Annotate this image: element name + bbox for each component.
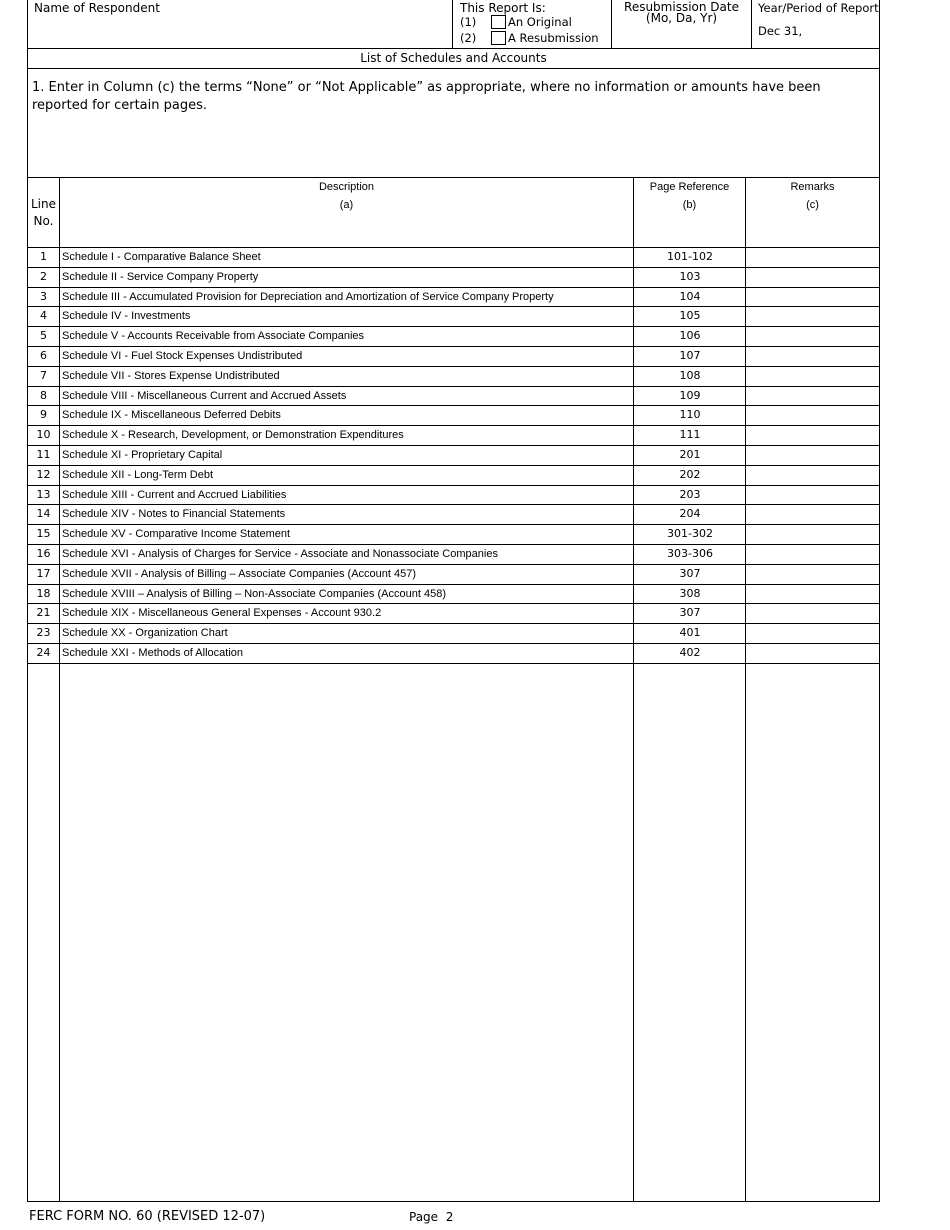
page-reference: 105 (679, 309, 701, 323)
page-reference: 402 (679, 646, 701, 659)
schedule-description: Schedule I - Comparative Balance Sheet (62, 251, 261, 263)
page-reference-header (634, 178, 745, 214)
line-number: 7 (40, 368, 47, 382)
page-reference-header-sub: (b) (682, 199, 697, 211)
page-reference: 104 (679, 289, 701, 303)
schedule-description: Schedule VII - Stores Expense Undistributed (62, 369, 280, 382)
option-resubmission (460, 31, 604, 46)
table-row (28, 346, 879, 366)
page-reference: 109 (679, 388, 701, 402)
line-number: 10 (36, 428, 51, 442)
table-row (28, 485, 879, 505)
description-header (60, 178, 633, 214)
table-row (28, 306, 879, 326)
line-number: 24 (36, 646, 51, 659)
remarks-header-sub: (c) (806, 199, 819, 211)
page-reference: 204 (679, 507, 701, 521)
table-row (28, 425, 879, 445)
line-number: 9 (40, 408, 47, 422)
schedule-description: Schedule IV - Investments (62, 310, 191, 323)
schedule-description: Schedule X - Research, Development, or Demonstration Expenditures (62, 429, 404, 442)
schedule-description: Schedule IX - Miscellaneous Deferred Debits (62, 409, 281, 422)
line-number: 5 (40, 329, 47, 343)
schedule-description: Schedule V - Accounts Receivable from Associate Companies (62, 330, 365, 343)
line-number: 2 (40, 269, 47, 283)
page-reference: 301-302 (667, 527, 713, 541)
schedule-description: Schedule VI - Fuel Stock Expenses Undistributed (62, 350, 303, 362)
respondent-cell (28, 0, 452, 48)
table-row (28, 247, 879, 267)
option2-number: (2) (460, 31, 477, 45)
table-row (28, 287, 879, 307)
year-period-label: Year/Period of Report (758, 1, 879, 15)
table-row (28, 584, 879, 604)
line-number: 8 (40, 388, 47, 402)
line-number: 1 (40, 250, 47, 263)
line-number: 18 (36, 586, 51, 600)
table-row (28, 465, 879, 485)
line-number: 11 (36, 448, 51, 461)
table-row (28, 405, 879, 425)
schedule-description: Schedule XIX - Miscellaneous General Expenses - Account 930.2 (62, 607, 382, 620)
schedule-description: Schedule XIV - Notes to Financial Statements (62, 508, 286, 521)
page-reference: 201 (679, 448, 701, 461)
line-number: 23 (36, 626, 51, 640)
schedule-description: Schedule III - Accumulated Provision for Depreciation and Amortization of Service Company Property (62, 290, 554, 303)
page-reference-header-text: Page Reference (649, 181, 730, 193)
resubmission-checkbox[interactable] (491, 31, 506, 45)
table-row (28, 524, 879, 544)
schedule-description: Schedule II - Service Company Property (62, 270, 259, 283)
line-number: 15 (36, 527, 51, 541)
table-end-line (28, 663, 879, 664)
description-header-text: Description (318, 181, 375, 193)
schedules-table (27, 177, 880, 1202)
option1-number: (1) (460, 15, 477, 29)
table-row (28, 366, 879, 386)
option2-label: A Resubmission (508, 31, 599, 45)
page-reference: 106 (679, 329, 701, 343)
instructions: 1. Enter in Column (c) the terms “None” or “Not Applicable” as appropriate, where no information or amounts have been reported for certain pages. (27, 68, 880, 178)
page-number (409, 1210, 453, 1224)
report-header (27, 0, 880, 49)
page-reference: 108 (679, 368, 701, 382)
page-title: List of Schedules and Accounts (27, 48, 880, 69)
resubmission-date-label: Resubmission Date (624, 0, 739, 14)
page-reference: 308 (679, 586, 701, 600)
page-reference: 307 (679, 566, 701, 580)
page-reference: 202 (679, 467, 701, 481)
year-period-cell (752, 0, 880, 48)
original-checkbox[interactable] (491, 15, 506, 29)
table-row (28, 643, 879, 663)
line-number: 13 (36, 487, 51, 501)
page-reference: 307 (679, 606, 701, 620)
year-period-value: Dec 31, (758, 24, 803, 38)
line-number: 12 (36, 467, 51, 481)
page-reference: 110 (679, 408, 701, 422)
description-header-sub: (a) (339, 199, 354, 211)
table-row (28, 623, 879, 643)
report-type-cell (453, 0, 611, 48)
option1-label: An Original (508, 15, 572, 29)
schedule-description: Schedule XVIII – Analysis of Billing – Non-Associate Companies (Account 458) (62, 587, 446, 600)
schedule-description: Schedule XV - Comparative Income Statement (62, 528, 291, 541)
page-reference: 111 (679, 428, 701, 442)
table-row (28, 445, 879, 465)
respondent-label: Name of Respondent (34, 1, 160, 15)
page-number-value: 2 (445, 1210, 454, 1224)
line-header-text: Line (30, 197, 56, 211)
page-reference: 303-306 (667, 547, 713, 560)
table-row (28, 504, 879, 524)
schedule-description: Schedule XVII - Analysis of Billing – Associate Companies (Account 457) (62, 567, 417, 580)
page-label: Page (409, 1210, 439, 1224)
table-row (28, 564, 879, 584)
form-number: FERC FORM NO. 60 (REVISED 12-07) (29, 1209, 266, 1224)
schedule-description: Schedule XII - Long-Term Debt (62, 468, 214, 481)
remarks-header (746, 178, 879, 214)
line-number: 17 (36, 566, 51, 580)
table-row (28, 386, 879, 406)
line-number: 3 (40, 289, 47, 303)
line-number: 14 (36, 507, 51, 521)
schedule-description: Schedule XI - Proprietary Capital (62, 449, 223, 461)
line-number: 21 (36, 606, 51, 620)
table-row (28, 603, 879, 623)
table-row (28, 544, 879, 564)
report-is-label: This Report Is: (460, 1, 546, 15)
page-reference: 101-102 (667, 250, 713, 263)
option-original (460, 15, 604, 30)
resubmission-date-cell (612, 0, 751, 48)
table-row (28, 267, 879, 287)
line-number: 6 (40, 349, 47, 362)
table-row (28, 326, 879, 346)
schedule-description: Schedule VIII - Miscellaneous Current and Accrued Assets (62, 389, 347, 402)
line-no-header (28, 196, 59, 230)
no-header-text: No. (33, 214, 54, 228)
page-reference: 107 (679, 349, 701, 362)
page-reference: 103 (679, 269, 701, 283)
line-number: 16 (36, 547, 51, 560)
resubmission-date-format: (Mo, Da, Yr) (645, 11, 718, 25)
remarks-header-text: Remarks (790, 181, 835, 193)
schedule-description: Schedule XX - Organization Chart (62, 627, 228, 640)
page-reference: 203 (679, 487, 701, 501)
page-reference: 401 (679, 626, 701, 640)
schedule-description: Schedule XIII - Current and Accrued Liabilities (62, 488, 287, 501)
schedule-description: Schedule XXI - Methods of Allocation (62, 647, 243, 659)
schedule-description: Schedule XVI - Analysis of Charges for Service - Associate and Nonassociate Companies (62, 548, 498, 560)
line-number: 4 (40, 309, 47, 323)
